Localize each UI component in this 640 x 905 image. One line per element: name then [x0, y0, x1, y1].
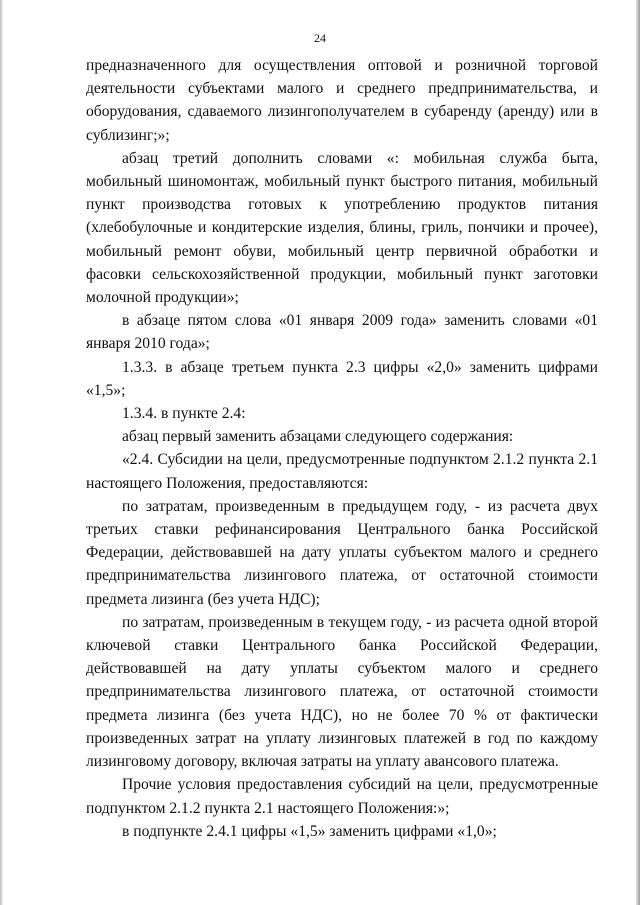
scan-right-edge [636, 0, 640, 905]
paragraph-previous-year: по затратам, произведенным в предыдущем году, - из расчета двух третьих ставки рефинансирования Центрального банка Российской Федерации, действовавшей на дату уплаты субъектом малого и среднего предпринимательства лизингового платежа, от остаточной стоимости предмета лизинга (без учета НДС); [86, 497, 598, 608]
page-number: 24 [314, 31, 326, 45]
paragraph-abzac-tretiy: абзац третий дополнить словами «: мобильная служба быта, мобильный шиномонтаж, мобильный пункт быстрого питания, мобильный пункт производства готовых к употреблению продуктов питания (хлебобулочные и кондитерские изделия, блины, гриль, пончики и прочее), мобильный ремонт обуви, мобильный центр первичной обработки и фасовки сельскохозяйственной продукции, мобильный пункт заготовки молочной продукции»; [86, 149, 598, 307]
paragraph-1-3-3: 1.3.3. в абзаце третьем пункта 2.3 цифры «2,0» заменить цифрами «1,5»; [86, 358, 598, 399]
paragraph-2-4-1: в подпункте 2.4.1 цифры «1,5» заменить цифрами «1,0»; [122, 822, 497, 840]
scan-left-edge [0, 0, 3, 905]
paragraph-abzac-pervyy: абзац первый заменить абзацами следующего содержания: [122, 428, 514, 446]
paragraph-1-3-4: 1.3.4. в пункте 2.4: [122, 405, 246, 423]
paragraph-abzac-pyatyy: в абзаце пятом слова «01 января 2009 года» заменить словами «01 января 2010 года»; [86, 312, 598, 353]
paragraph-current-year: по затратам, произведенным в текущем году, - из расчета одной второй ключевой ставки Центрального банка Российской Федерации, действовавшей на дату уплаты субъектом малого и среднего предпринимательства лизингового платежа, от остаточной стоимости предмета лизинга (без учета НДС), но не более 70 % от фактически произведенных затрат на уплату лизинговых платежей в год по каждому лизинговому договору, включая затраты на уплату авансового платежа. [86, 613, 598, 771]
document-body [86, 54, 598, 843]
paragraph-continuation: предназначенного для осуществления оптовой и розничной торговой деятельности субъектами малого и среднего предпринимательства, и оборудования, сдаваемого лизингополучателем в субаренду (аренду) или в сублизинг;»; [86, 57, 598, 144]
paragraph-other-conditions: Прочие условия предоставления субсидий на цели, предусмотренные подпунктом 2.1.2 пункта 2.1 настоящего Положения:»; [86, 776, 598, 817]
paragraph-2-4: «2.4. Субсидии на цели, предусмотренные подпунктом 2.1.2 пункта 2.1 настоящего Положения, предоставляются: [86, 451, 598, 492]
